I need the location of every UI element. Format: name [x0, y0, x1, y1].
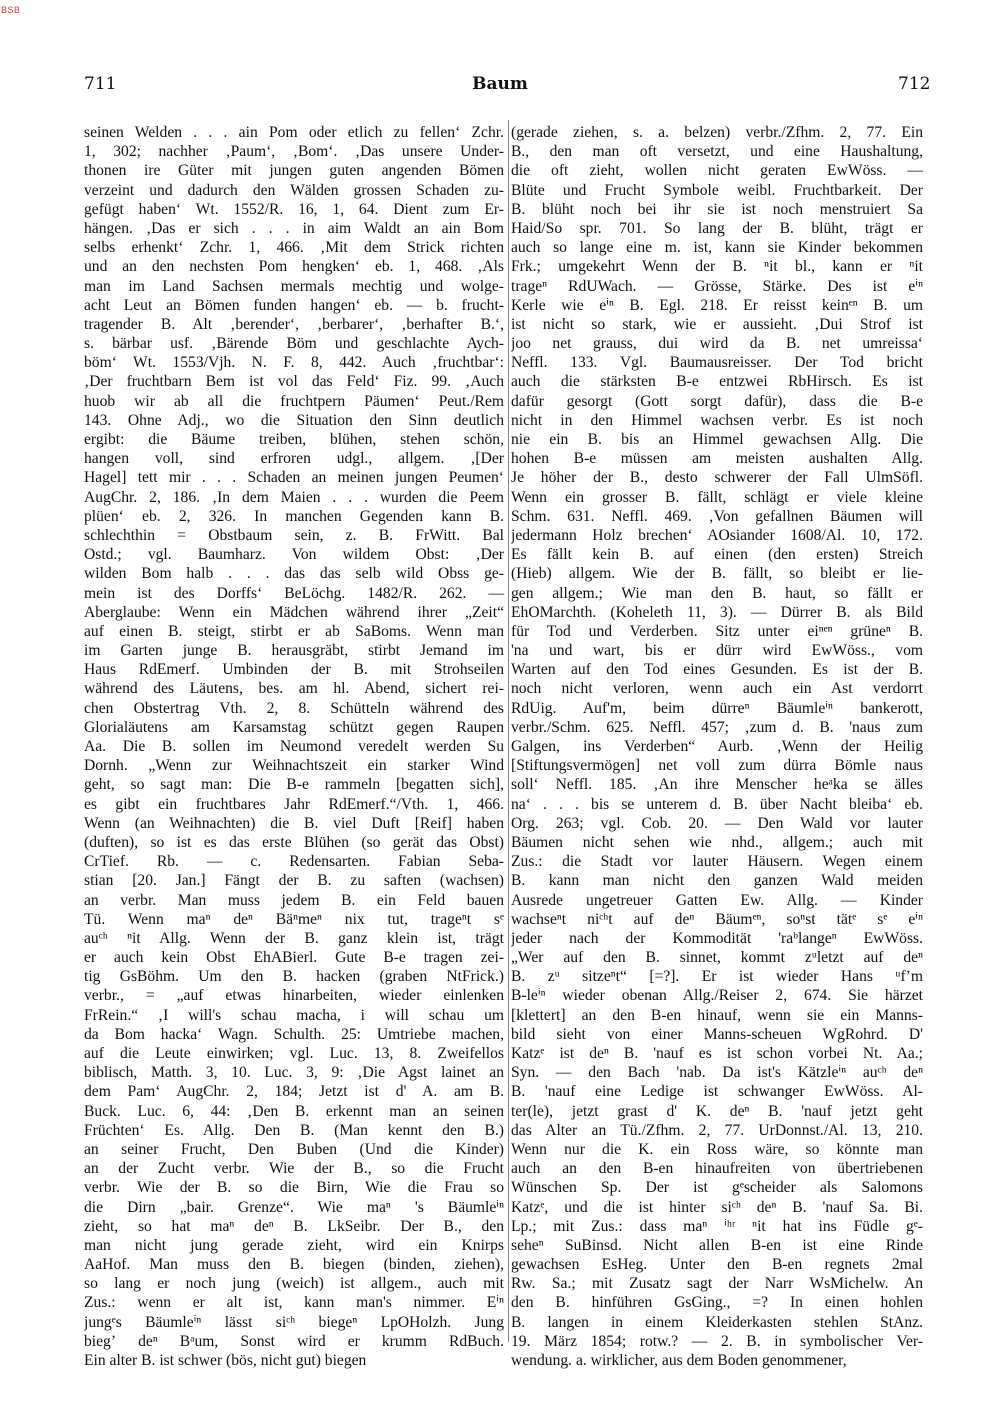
left-column-line: plüen‘ eb. 2, 326. In manchen Gegenden kann B. [84, 507, 504, 525]
right-column-line: Lp.; mit Zus.: dass maⁿ ⁱʰʳ ⁿit hat ins Füdle gᵉ- [511, 1217, 923, 1235]
right-column-line: B. 'nauf eine Ledige ist schwanger EwWöss. Al- [511, 1083, 923, 1101]
left-column-line: ‚Der fruchtbarn Bem ist vol das Feld‘ Fiz. 99. ‚Auch [84, 373, 504, 391]
right-column-line: jeder nach der Kommodität 'raᵇlangeⁿ EwWöss. [511, 929, 923, 947]
right-column-line: na‘ . . . bis se unterem d. B. über Nacht bleiba‘ eb. [511, 795, 923, 813]
left-column-line: Hagel] tett mir . . . Schaden an meinen jungen Peumen‘ [84, 469, 504, 487]
right-column-line: Syn. — den Bach 'nab. Da ist's Kätzleⁱⁿ auᶜʰ deⁿ [511, 1064, 923, 1082]
right-column-line: Katzᵉ ist deⁿ B. 'nauf es ist schon vorbei Nt. Aa.; [511, 1045, 923, 1062]
left-column-line: Früchten‘ Es. Allg. Den B. (Man kennt den B.) [84, 1121, 504, 1139]
left-column-line: böm‘ Wt. 1553/Vjh. N. F. 8, 442. Auch ‚fruchtbar‘: [84, 354, 504, 372]
right-column-line: wendung. a. wirklicher, aus dem Boden genommener, [511, 1352, 847, 1369]
left-column-line: selbs erhenkt‘ Zchr. 1, 466. ‚Mit dem Strick richten [84, 239, 504, 257]
right-column-line: für Tod und Verderben. Sitz unter eiⁿᵉⁿ grüneⁿ B. [511, 622, 923, 640]
right-column-line: Org. 263; vgl. Cob. 20. — Den Wald vor lauter [511, 814, 923, 832]
right-column-line: Neffl. 133. Vgl. Baumausreisser. Der Tod bricht [511, 354, 923, 372]
right-column-line: [klettert] an den B-en hinauf, wenn sie ein Manns- [511, 1006, 923, 1024]
right-column-line: B. zᵘ sitzeⁿt“ [=?]. Er ist wieder Hans ᵘfʼm [511, 968, 923, 986]
column-divider [508, 120, 509, 1342]
right-column-line: noch nicht verloren, wenn auch ein Ast verdorrt [511, 680, 923, 698]
left-column-line: Wenn (an Weihnachten) die B. viel Duft [Reif] haben [84, 814, 504, 832]
left-column-line: tig GsBöhm. Um den B. hacken (graben NtFrick.) [84, 968, 504, 986]
left-column-line: biblisch, Matth. 3, 10. Luc. 3, 9: ‚Die Agst lainet an [84, 1064, 504, 1082]
right-column-line: wachseⁿt niᶜʰt auf deⁿ Bäumᵉⁿ, soⁿst tätᵉ sᵉ eⁱⁿ [511, 910, 923, 928]
left-column-line: CrTief. Rb. — c. Redensarten. Fabian Seba- [84, 853, 504, 871]
left-column-line: Glorialäutens am Karsamstag schützt gegen Raupen [84, 718, 504, 736]
left-column-line: man im Land Sachsen mermals mechtig und wolge- [84, 277, 504, 295]
left-column-line: AugChr. 2, 186. ‚In dem Maien . . . wurden die Peem [84, 488, 504, 506]
left-column-line: geht, so sagt man: Die B-e rammeln [begatten sich], [84, 776, 504, 794]
running-headword: Baum [472, 74, 528, 94]
left-column-line: wilden Bom halb . . . das das selb wild Obss ge- [84, 565, 504, 583]
right-column-line: die oft zieht, wollen nicht geraten EwWöss. — [511, 162, 923, 180]
left-column-line: Haus RdEmerf. Umbinden der B. mit Strohseilen [84, 661, 504, 679]
left-column-line: (duften), so ist es das erste Blühen (so gerät das Obst) [84, 833, 504, 851]
left-column-line: Ein alter B. ist schwer (bös, nicht gut) biegen [84, 1352, 367, 1369]
right-column-line: den B. hinführen GsGing., =? In einen hohlen [511, 1294, 923, 1312]
left-column-line: Zus.: wenn er alt ist, kann man's nimmer. Eⁱⁿ [84, 1294, 504, 1312]
left-column-line: stian [20. Jan.] Fängt der B. zu saften (wachsen) [84, 872, 504, 890]
right-column-line: gen allgem.; Wie man den B. haut, so fällt er [511, 584, 923, 602]
left-column-line: an seiner Frucht, Den Buben (Und die Kinder) [84, 1140, 504, 1158]
right-column-line: B-leⁱⁿ wieder obenan Allg./Reiser 2, 674. Sie härzet [511, 987, 923, 1005]
right-column-line: Bäumen nicht sehen wie nhd., allgem.; auch mit [511, 833, 923, 851]
right-column [511, 123, 923, 1370]
right-column-line: „Wer auf den B. sinnet, kommt zᵘletzt auf deⁿ [511, 949, 923, 967]
left-column-line: an der Zucht verbr. Wie der B., so die Frucht [84, 1160, 504, 1178]
right-column-line: seheⁿ SuBinsd. Nicht allen B-en ist eine Rinde [511, 1236, 923, 1254]
left-column-line: während des Läutens, bes. am hl. Abend, sichert rei- [84, 680, 504, 698]
left-column-line: an verbr. Man muss jedem B. ein Feld bauen [84, 891, 504, 909]
right-column-line: nie ein B. bis an Himmel gewachsen Allg. Die [511, 431, 923, 448]
left-column-line: huob wir ab all die fruchtpern Päumen‘ Peut./Rem [84, 392, 504, 410]
left-column-line: tragender B. Alt ‚berender‘, ‚berbarer‘, ‚berhafter B.‘, [84, 315, 504, 333]
left-column-line: Buck. Luc. 6, 44: ‚Den B. erkennt man an seinen [84, 1102, 504, 1120]
library-stamp: BSB [1, 5, 21, 15]
right-column-line: ist nicht so stark, wie er aussieht. ‚Dui Strof ist [511, 315, 923, 333]
right-column-line: Frk.; umgekehrt Wenn der B. ⁿit bl., kann er ⁿit [511, 258, 923, 276]
right-column-line: Wünschen Sp. Der ist gᵉscheider als Salomons [511, 1179, 923, 1197]
right-column-line: Rw. Sa.; mit Zusatz sagt der Narr WsMichelw. An [511, 1275, 923, 1293]
left-column-line: zieht, so hat maⁿ deⁿ B. LkSeibr. Der B., den [84, 1217, 504, 1235]
right-column-line: (Hieb) allgem. Wie der B. fällt, so bleibt er lie- [511, 565, 923, 583]
right-column-line: Es fällt kein B. auf einen (den ersten) Streich [511, 546, 923, 564]
right-column-line: B., den man oft versetzt, und eine Haushaltung, [511, 143, 923, 161]
left-column-line: Dornh. „Wenn zur Weihnachtszeit ein starker Wind [84, 757, 504, 775]
right-column-line: nicht in den Himmel wachsen verbr. Es ist noch [511, 411, 923, 429]
left-column-line: so lang er noch jung (weich) ist allgem., auch mit [84, 1275, 504, 1293]
left-column-line: im Garten junge B. herausgräbt, stirbt Jemand im [84, 642, 504, 660]
left-column-line: verbr. Wie der B. so die Birn, Wie die Frau so [84, 1179, 504, 1197]
right-column-line: [Stiftungsvermögen] net voll zum dürra Bömle naus [511, 757, 923, 775]
left-column-line: Aberglaube: Wenn ein Mädchen während ihrer „Zeit“ [84, 603, 504, 621]
left-column-line: seinen Welden . . . ain Pom oder etlich zu fellen‘ Zchr. [84, 124, 504, 141]
right-column-line: soll‘ Neffl. 185. ‚An ihre Menscher heᵃka se älles [511, 776, 923, 794]
right-column-line: B. langen in einem Kleiderkasten stehlen StAnz. [511, 1313, 923, 1331]
right-column-line: Katzᵉ, und die ist hinter siᶜʰ deⁿ B. 'nauf Sa. Bi. [511, 1198, 923, 1216]
right-column-line: B. blüht noch bei ihr sie ist noch menstruiert Sa [511, 200, 923, 218]
left-column-line: er auch kein Obst EhABierl. Gute B-e tragen zei- [84, 949, 504, 967]
left-column-line: da Bom hacka‘ Wagn. Schulth. 25: Umtriebe machen, [84, 1025, 504, 1043]
right-column-line: bild sieht von einer Manns-scheuen WgRohrd. D' [511, 1025, 923, 1043]
right-column-line: Wenn ein grosser B. fällt, schlägt er viele kleine [511, 488, 923, 506]
page-number-right: 712 [898, 74, 931, 94]
right-column-line: RdUig. Auf'm, beim dürreⁿ Bäumleⁱⁿ bankerott, [511, 699, 923, 717]
left-column-line: chen Obstertrag Vth. 2, 8. Schütteln während des [84, 699, 504, 717]
right-column-line: hohen B-e müssen am meisten aushalten Allg. [511, 450, 923, 468]
left-column-line: acht Leut an Bömen funden hangen‘ eb. — b. frucht- [84, 296, 504, 314]
right-column-line: Blüte und Frucht Symbole weibl. Fruchtbarkeit. Der [511, 181, 923, 199]
left-column-line: auf die Leute einwirken; vgl. Luc. 13, 8. Zweifellos [84, 1045, 504, 1062]
right-column-line: jedermann Holz brechen‘ AOsiander 1608/Al. 10, 172. [511, 526, 923, 544]
left-column-line: ergibt: die Bäume treiben, blühen, stehen schön, [84, 431, 504, 448]
right-column-line: auch so lange eine m. ist, kann sie Kinder bekommen [511, 239, 923, 257]
right-column-line: EhOMarchth. (Koheleth 11, 3). — Dürrer B. als Bild [511, 603, 923, 621]
right-column-line: Galgen, ins Verderben“ Aurb. ‚Wenn der Heilig [511, 738, 923, 755]
right-column-line: dafür gesorgt (Gott sorgt dafür), dass die B-e [511, 392, 923, 410]
left-column-line: man nicht jung gerade zieht, wird ein Knirps [84, 1236, 504, 1254]
right-column-line: Haid/So spr. 701. So lang der B. blüht, trägt er [511, 219, 923, 237]
left-column-line: auᶜʰ ⁿit Allg. Wenn der B. ganz klein ist, trägt [84, 929, 504, 947]
right-column-line: ter(le), jetzt grast d' K. deⁿ B. 'nauf jetzt geht [511, 1102, 923, 1120]
right-column-line: auch die stärksten B-e entzwei RbHirsch. Es ist [511, 373, 923, 391]
right-column-line: verbr./Schm. 625. Neffl. 457; ‚zum d. B. 'naus zum [511, 718, 923, 736]
right-column-line: Je höher der B., desto schwerer der Fall UlmSöfl. [511, 469, 923, 487]
left-column-line: Tü. Wenn maⁿ deⁿ Bäⁿmeⁿ nix tut, trageⁿt sᵉ [84, 910, 504, 928]
right-column-line: Wenn nur die K. ein Ross wäre, so könnte man [511, 1140, 923, 1158]
left-column-line: thonen ire Güter mit jungen guten angenden Bömen [84, 162, 504, 180]
right-column-line: 19. März 1854; rotw.? — 2. B. in symbolischer Ver- [511, 1332, 923, 1350]
right-column-line: 'na und wart, bis er dürr wird EwWöss., vom [511, 642, 923, 660]
right-column-line: Zus.: die Stadt vor lauter Häusern. Wegen einem [511, 853, 923, 871]
left-column-line: hängen. ‚Das er sich . . . in aim Waldt an ain Bom [84, 219, 504, 237]
right-column-line: Ausrede ungetreuer Gatten Ew. Allg. — Kinder [511, 891, 923, 909]
left-column-line: s. bärbar usf. ‚Bärende Böm und geschlachte Aych- [84, 335, 504, 353]
right-column-line: auch an den B-en hinaufreiten von übertriebenen [511, 1160, 923, 1178]
left-column-line: gefügt haben‘ Wt. 1552/R. 16, 1, 64. Dient zum Er- [84, 200, 504, 218]
left-column-line: verzeint und dadurch den Wälden grossen Schaden zu- [84, 181, 504, 199]
left-column-line: schlechthin = Obstbaum sein, z. B. FrWitt. Bal [84, 526, 504, 544]
page-number-left: 711 [84, 74, 117, 94]
right-column-line: (gerade ziehen, s. a. belzen) verbr./Zfhm. 2, 77. Ein [511, 124, 923, 141]
right-column-line: Warten auf den Tod eines Gesunden. Es ist der B. [511, 661, 923, 679]
left-column-line: jungᵉs Bäumleⁱⁿ lässt siᶜʰ biegeⁿ LpOHolzh. Jung [84, 1313, 504, 1331]
left-column-line: 1, 302; nachher ‚Paum‘, ‚Bom‘. ‚Das unsere Under- [84, 143, 504, 161]
left-column-line: 143. Ohne Adj., wo die Situation den Sinn deutlich [84, 411, 504, 429]
left-column-line: Ostd.; vgl. Baumharz. Von wildem Obst: ‚Der [84, 546, 504, 564]
left-column-line: mein ist des Dorffs‘ BeLöchg. 1482/R. 262. — [84, 584, 504, 602]
right-column-line: Schm. 631. Neffl. 469. ‚Von gefallnen Bäumen will [511, 507, 923, 525]
left-column-line: verbr., = „auf etwas hinarbeiten, wieder einlenken [84, 987, 504, 1005]
right-column-line: joo net grauss, dui wird da B. net umreissa‘ [511, 335, 923, 353]
right-column-line: das Alter an Tü./Zfhm. 2, 77. UrDonnst./Al. 13, 210. [511, 1121, 923, 1139]
left-column-line: Aa. Die B. sollen im Neumond veredelt werden Su [84, 738, 504, 755]
right-column-line: trageⁿ RdUWach. — Grösse, Stärke. Des ist eⁱⁿ [511, 277, 923, 295]
left-column-line: dem Pam‘ AugChr. 2, 184; Jetzt ist d' A. am B. [84, 1083, 504, 1101]
left-column-line: AaHof. Man muss den B. biegen (binden, ziehen), [84, 1256, 504, 1274]
left-column-line: biegʼ deⁿ Bᵃum, Sonst wird er krumm RdBuch. [84, 1332, 504, 1350]
right-column-line: Kerle wie eⁱⁿ B. Egl. 218. Er reisst keinᵉⁿ B. um [511, 296, 923, 314]
left-column-line: FrRein.“ ‚I will's schau macha, i will schau um [84, 1006, 504, 1024]
left-column-line: auf einen B. steigt, stirbt er ab SaBoms. Wenn man [84, 622, 504, 640]
right-column-line: B. kann man nicht den ganzen Wald meiden [511, 872, 923, 890]
left-column [84, 123, 504, 1370]
left-column-line: hangen voll, sind erfroren udgl., allgem. ‚[Der [84, 450, 504, 468]
left-column-line: und an den nechsten Pom hengken‘ eb. 1, 468. ‚Als [84, 258, 504, 276]
left-column-line: die Dirn „bair. Grenze“. Wie maⁿ 's Bäumleⁱⁿ [84, 1198, 504, 1216]
right-column-line: gewachsen EsHeg. Unter den B-en regnets 2mal [511, 1256, 923, 1274]
left-column-line: es gibt ein fruchtbares Jahr RdEmerf.“/Vth. 1, 466. [84, 795, 504, 813]
